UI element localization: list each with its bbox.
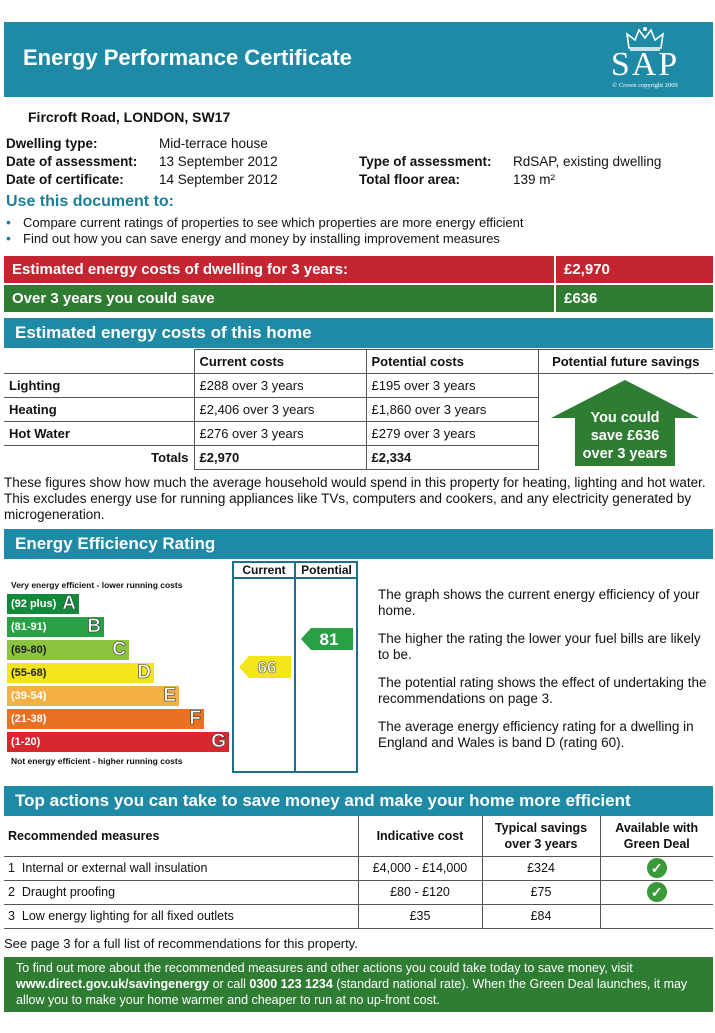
dwelling-type-value: Mid-terrace house (159, 136, 268, 151)
table-row: Hot Water £276 over 3 years £279 over 3 years (4, 422, 713, 446)
dwelling-type-label: Dwelling type: (6, 136, 98, 151)
efficient-caption: Very energy efficient - lower running costs (11, 580, 183, 590)
property-address: Fircroft Road, LONDON, SW17 (28, 109, 231, 125)
rating-band-e (7, 686, 179, 706)
band-range: (55-68) (11, 667, 47, 679)
check-icon: ✓ (647, 882, 667, 902)
band-range: (92 plus) (11, 598, 57, 610)
rating-text-2: The higher the rating the lower your fuel bills are likely to be. (378, 631, 701, 662)
footer-info: To find out more about the recommended measures and other actions you could take today to save money, visit www.direct.gov.uk/savingenergy or call 0300 123 1234 (standard national rate). When the Green Deal launches, it may allow you to make your home warmer and cheaper to run at no up-front cost. (4, 957, 713, 1012)
savings-value: £636 (564, 290, 598, 307)
col-current: Current (242, 563, 286, 577)
rating-band-f (7, 709, 204, 729)
table-row: 2 Draught proofing £80 - £120 £75 ✓ (4, 880, 713, 904)
rating-text-4: The average energy efficiency rating for a dwelling in England and Wales is band D (rating 60). (378, 719, 694, 750)
col-potential-savings: Potential future savings (538, 350, 713, 374)
efficiency-chart (4, 561, 359, 773)
band-letter: G (211, 731, 226, 752)
assessment-type-value: RdSAP, existing dwelling (513, 154, 662, 169)
actions-section-title: Top actions you can take to save money and make your home more efficient (4, 786, 713, 816)
certificate-date-label: Date of certificate: (6, 172, 124, 187)
crown-copyright: © Crown copyright 2009 (612, 82, 678, 89)
costs-section-title: Estimated energy costs of this home (4, 318, 713, 348)
check-icon: ✓ (647, 858, 667, 878)
page-title: Energy Performance Certificate (23, 45, 352, 70)
savings-arrow (551, 380, 699, 466)
band-range: (69-80) (11, 644, 47, 656)
rating-text-3: The potential rating shows the effect of undertaking the recommendations on page 3. (378, 675, 707, 706)
estimated-costs-label: Estimated energy costs of dwelling for 3 years: (12, 261, 348, 278)
rating-text-1: The graph shows the current energy efficiency of your home. (378, 587, 700, 618)
use-document-title: Use this document to: (6, 193, 175, 210)
potential-rating-value: 81 (319, 630, 339, 649)
current-rating-marker (239, 656, 291, 678)
sap-logo-text: SAP (610, 46, 680, 83)
col-potential: Potential (301, 563, 352, 577)
band-range: (21-38) (11, 713, 47, 725)
table-row: Heating £2,406 over 3 years £1,860 over 3 years (4, 398, 713, 422)
band-letter: C (112, 639, 126, 660)
col-green-deal: Available with Green Deal (600, 816, 713, 856)
costs-note: These figures show how much the average household would spend in this property for heating, lighting and hot water. This excludes energy use for running appliances like TVs, computers and cookers, and any electricity generated by microgeneration. (4, 475, 706, 522)
col-measures: Recommended measures (4, 816, 358, 856)
list-item: • Find out how you can save energy and money by installing improvement measures (6, 231, 524, 247)
arrow-line-1: You could (590, 410, 660, 426)
arrow-line-2: save £636 (590, 428, 660, 444)
band-range: (81-91) (11, 621, 47, 633)
inefficient-caption: Not energy efficient - higher running costs (11, 756, 183, 766)
col-typical-savings: Typical savings over 3 years (482, 816, 600, 856)
arrow-line-3: over 3 years (582, 446, 668, 462)
certificate-date-value: 14 September 2012 (159, 172, 278, 187)
savings-label: Over 3 years you could save (12, 290, 215, 307)
col-current-costs: Current costs (194, 350, 366, 374)
band-range: (1-20) (11, 736, 41, 748)
header-banner (4, 22, 713, 97)
assessment-date-label: Date of assessment: (6, 154, 138, 169)
table-row: 3 Low energy lighting for all fixed outlets £35 £84 (4, 904, 713, 928)
phone-number: 0300 123 1234 (249, 977, 333, 991)
floor-area-label: Total floor area: (359, 172, 461, 187)
band-letter: F (189, 708, 201, 729)
band-letter: E (163, 685, 176, 706)
rating-band-c (7, 640, 129, 660)
direct-gov-link[interactable]: www.direct.gov.uk/savingenergy (16, 977, 210, 991)
band-letter: D (137, 662, 151, 683)
estimated-costs-value: £2,970 (564, 261, 610, 278)
rating-band-b (7, 617, 104, 637)
rating-band-a (7, 594, 79, 614)
estimated-costs-bar (4, 256, 713, 283)
potential-rating-marker (301, 628, 353, 650)
band-letter: B (87, 616, 101, 637)
band-range: (39-54) (11, 690, 47, 702)
band-letter: A (62, 593, 76, 614)
rating-band-g (7, 732, 229, 752)
table-row: Lighting £288 over 3 years £195 over 3 years (4, 374, 713, 398)
table-row: 1 Internal or external wall insulation £4,000 - £14,000 £324 ✓ (4, 856, 713, 880)
assessment-type-label: Type of assessment: (359, 154, 492, 169)
list-item: • Compare current ratings of properties to see which properties are more energy efficient (6, 215, 524, 231)
savings-bar (4, 285, 713, 312)
totals-row: Totals £2,970 £2,334 (4, 446, 713, 470)
efficiency-section-title: Energy Efficiency Rating (4, 529, 713, 559)
rating-band-d (7, 663, 154, 683)
assessment-date-value: 13 September 2012 (159, 154, 278, 169)
sap-logo (597, 26, 693, 92)
col-potential-costs: Potential costs (366, 350, 538, 374)
floor-area-value: 139 m² (513, 172, 556, 187)
see-page-note: See page 3 for a full list of recommendations for this property. (4, 936, 358, 951)
use-document-list (6, 215, 524, 247)
recommendations-table (4, 816, 713, 929)
current-rating-value: 66 (257, 658, 277, 677)
col-indicative-cost: Indicative cost (358, 816, 482, 856)
